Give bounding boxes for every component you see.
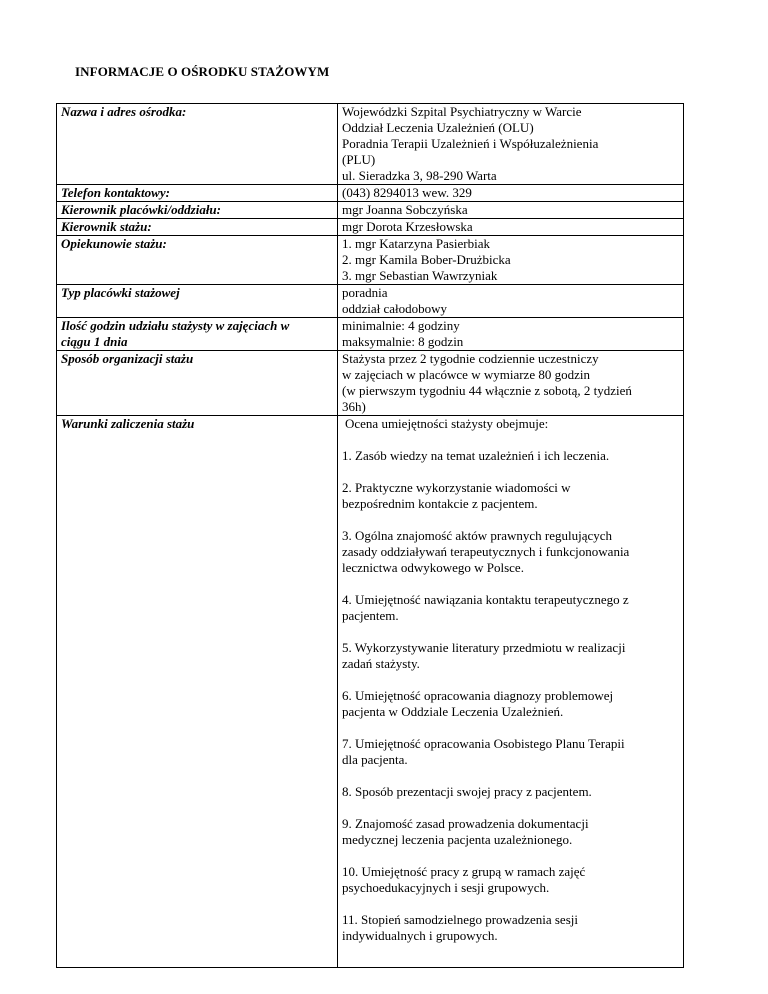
criterion-item: 8. Sposób prezentacji swojej pracy z pacjentem. bbox=[342, 784, 592, 799]
value-daily-hours bbox=[338, 318, 684, 351]
info-table bbox=[56, 103, 684, 968]
criterion-item: 3. Ogólna znajomość aktów prawnych regulujących zasady oddziaływań terapeutycznych i funkcjonowania lecznictwa odwykowego w Polsce. bbox=[342, 528, 630, 575]
row-completion bbox=[57, 416, 684, 968]
supervisor-item: 1. mgr Katarzyna Pasierbiak bbox=[342, 236, 491, 251]
organization-line: Stażysta przez 2 tygodnie codziennie uczestniczy bbox=[342, 351, 599, 366]
address-line: Oddział Leczenia Uzależnień (OLU) bbox=[342, 120, 534, 135]
row-facility-type bbox=[57, 285, 684, 318]
value-facility-type bbox=[338, 285, 684, 318]
supervisor-item: 3. mgr Sebastian Wawrzyniak bbox=[342, 268, 498, 283]
label-line: ciągu 1 dnia bbox=[61, 334, 128, 349]
document-heading: INFORMACJE O OŚRODKU STAŻOWYM bbox=[75, 64, 330, 79]
label-head-unit: Kierownik placówki/oddziału: bbox=[57, 202, 338, 219]
value-supervisors bbox=[338, 236, 684, 285]
criterion-item: 2. Praktyczne wykorzystanie wiadomości w bezpośrednim kontakcie z pacjentem. bbox=[342, 480, 571, 511]
row-name-address bbox=[57, 104, 684, 185]
label-facility-type: Typ placówki stażowej bbox=[57, 285, 338, 318]
value-head-internship: mgr Dorota Krzesłowska bbox=[338, 219, 684, 236]
supervisor-item: 2. mgr Kamila Bober-Drużbicka bbox=[342, 252, 511, 267]
address-line: (PLU) bbox=[342, 152, 376, 167]
organization-line: (w pierwszym tygodniu 44 włącznie z sobotą, 2 tydzień bbox=[342, 383, 632, 398]
hours-item: minimalnie: 4 godziny bbox=[342, 318, 460, 333]
row-organization bbox=[57, 351, 684, 416]
value-head-unit: mgr Joanna Sobczyńska bbox=[338, 202, 684, 219]
completion-lead: Ocena umiejętności stażysty obejmuje: bbox=[345, 416, 549, 431]
criterion-item: 1. Zasób wiedzy na temat uzależnień i ich leczenia. bbox=[342, 448, 610, 463]
label-completion: Warunki zaliczenia stażu bbox=[57, 416, 338, 968]
address-line: Poradnia Terapii Uzależnień i Współuzależnienia bbox=[342, 136, 599, 151]
address-line: Wojewódzki Szpital Psychiatryczny w Warcie bbox=[342, 104, 582, 119]
organization-line: w zajęciach w placówce w wymiarze 80 godzin bbox=[342, 367, 590, 382]
value-organization bbox=[338, 351, 684, 416]
value-phone: (043) 8294013 wew. 329 bbox=[338, 185, 684, 202]
criterion-item: 4. Umiejętność nawiązania kontaktu terapeutycznego z pacjentem. bbox=[342, 592, 629, 623]
row-head-unit bbox=[57, 202, 684, 219]
criterion-item: 9. Znajomość zasad prowadzenia dokumentacji medycznej leczenia pacjenta uzależnionego. bbox=[342, 816, 589, 847]
organization-line: 36h) bbox=[342, 399, 366, 414]
criterion-item: 10. Umiejętność pracy z grupą w ramach zajęć psychoedukacyjnych i sesji grupowych. bbox=[342, 864, 586, 895]
label-line: Ilość godzin udziału stażysty w zajęciach w bbox=[61, 318, 290, 333]
hours-item: maksymalnie: 8 godzin bbox=[342, 334, 464, 349]
facility-type-item: poradnia bbox=[342, 285, 388, 300]
label-organization: Sposób organizacji stażu bbox=[57, 351, 338, 416]
label-name-address: Nazwa i adres ośrodka: bbox=[57, 104, 338, 185]
criterion-item: 11. Stopień samodzielnego prowadzenia sesji indywidualnych i grupowych. bbox=[342, 912, 578, 943]
facility-type-item: oddział całodobowy bbox=[342, 301, 448, 316]
value-name-address bbox=[338, 104, 684, 185]
row-phone bbox=[57, 185, 684, 202]
criterion-item: 6. Umiejętność opracowania diagnozy problemowej pacjenta w Oddziale Leczenia Uzależnień. bbox=[342, 688, 614, 719]
criterion-item: 7. Umiejętność opracowania Osobistego Planu Terapii dla pacjenta. bbox=[342, 736, 625, 767]
row-head-internship bbox=[57, 219, 684, 236]
label-head-internship: Kierownik stażu: bbox=[57, 219, 338, 236]
criterion-item: 5. Wykorzystywanie literatury przedmiotu w realizacji zadań stażysty. bbox=[342, 640, 626, 671]
label-phone: Telefon kontaktowy: bbox=[57, 185, 338, 202]
value-completion bbox=[338, 416, 684, 968]
label-daily-hours bbox=[57, 318, 338, 351]
label-supervisors: Opiekunowie stażu: bbox=[57, 236, 338, 285]
address-line: ul. Sieradzka 3, 98-290 Warta bbox=[342, 168, 497, 183]
row-supervisors bbox=[57, 236, 684, 285]
row-daily-hours bbox=[57, 318, 684, 351]
